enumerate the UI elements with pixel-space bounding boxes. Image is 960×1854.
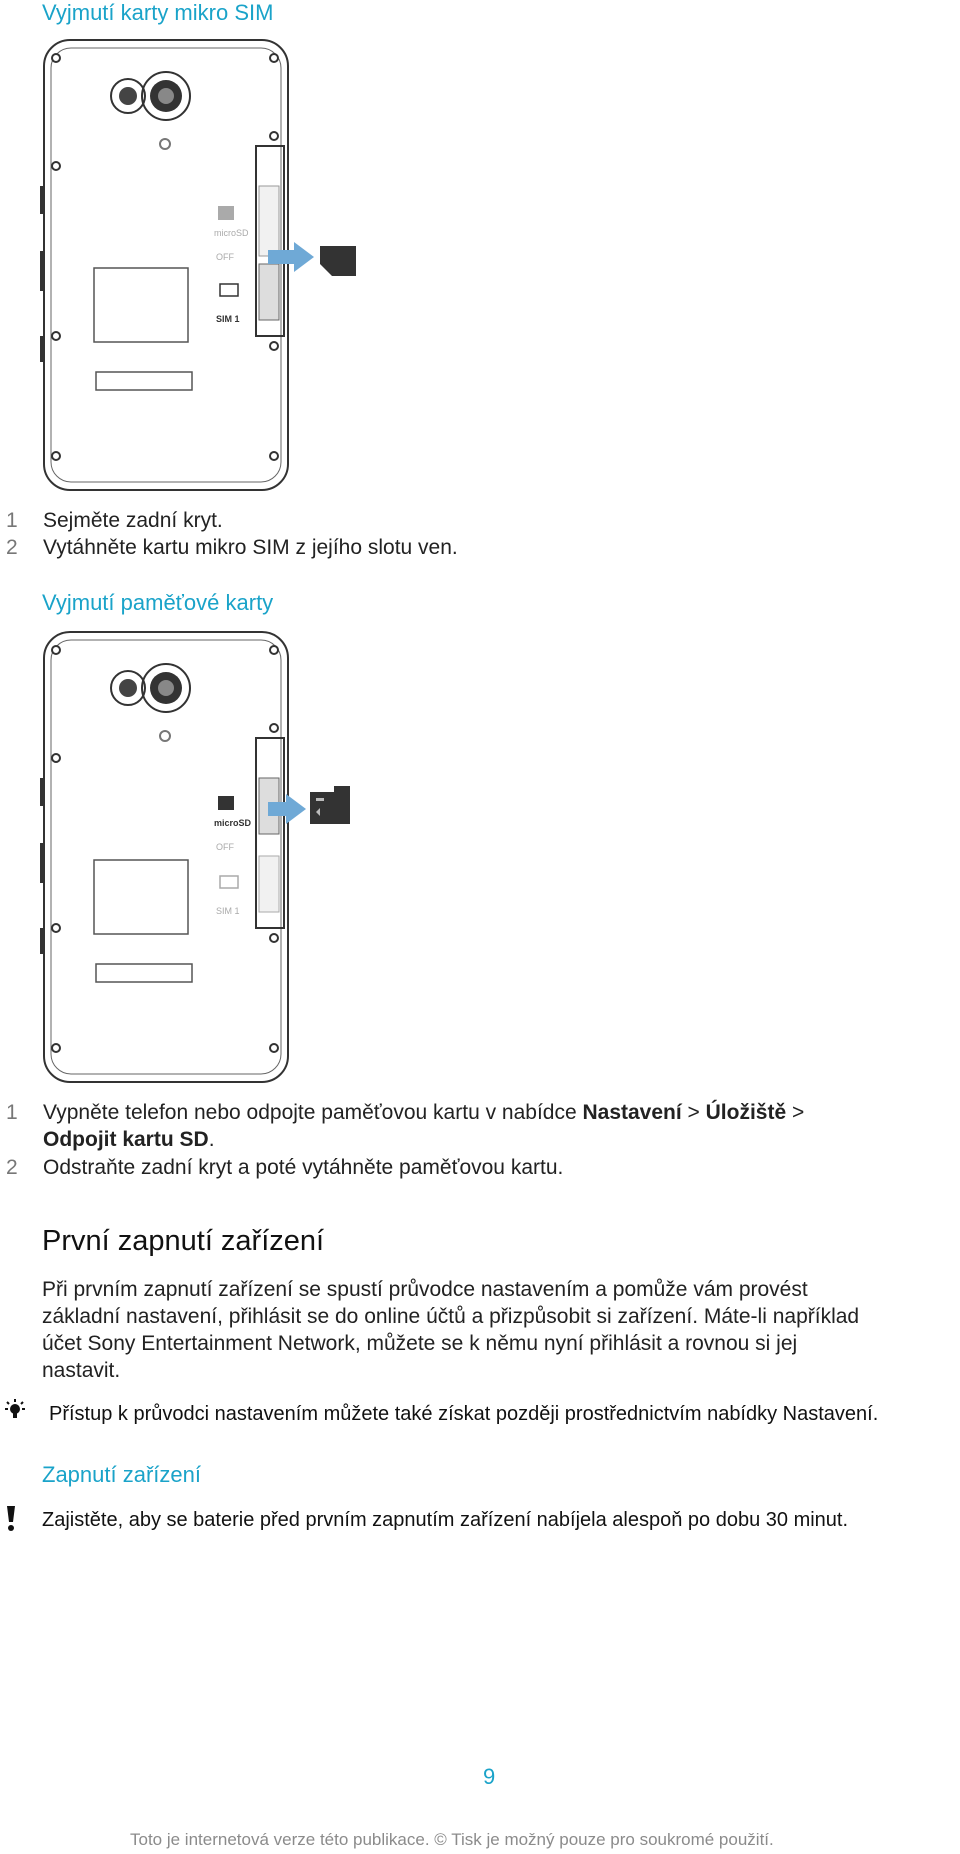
sim-label: SIM 1 bbox=[216, 906, 240, 916]
step-2-pull-sim bbox=[6, 535, 458, 561]
menu-path-settings: Nastavení bbox=[582, 1101, 682, 1124]
section-title-remove-memory-card: Vyjmutí paměťové karty bbox=[42, 590, 274, 615]
menu-path-storage: Úložiště bbox=[705, 1101, 787, 1124]
menu-path-unmount-sd: Odpojit kartu SD bbox=[43, 1128, 209, 1151]
page-title-first-startup: První zapnutí zařízení bbox=[42, 1225, 325, 1257]
microsd-label: microSD bbox=[214, 228, 249, 238]
step-text: Sejměte zadní kryt. bbox=[43, 509, 223, 532]
paragraph-line: nastavit. bbox=[42, 1359, 121, 1382]
warning-text: Zajistěte, aby se baterie před prvním zapnutím zařízení nabíjela alespoň po dobu 30 minut. bbox=[42, 1509, 849, 1531]
tip-text: Přístup k průvodci nastavením můžete také získat později prostřednictvím nabídky Nastavení. bbox=[49, 1403, 879, 1425]
step-1-unmount-card bbox=[6, 1100, 906, 1126]
step-text: Odstraňte zadní kryt a poté vytáhněte paměťovou kartu. bbox=[43, 1156, 564, 1179]
sim-label: SIM 1 bbox=[216, 314, 240, 324]
off-label: OFF bbox=[216, 842, 234, 852]
phone-back-sim-removal-illustration bbox=[38, 36, 388, 496]
page-number: 9 bbox=[483, 1764, 496, 1789]
step-text: Vypněte telefon nebo odpojte paměťovou kartu v nabídce bbox=[43, 1101, 583, 1124]
paragraph-line: základní nastavení, přihlásit se do online účtů a přizpůsobit si zařízení. Máte-li například bbox=[42, 1305, 860, 1328]
intro-paragraph bbox=[42, 1276, 952, 1384]
step-text: Vytáhněte kartu mikro SIM z jejího slotu ven. bbox=[43, 536, 458, 559]
menu-path-separator: > bbox=[681, 1101, 706, 1124]
footer-notice: Toto je internetová verze této publikace. © Tisk je možný pouze pro soukromé použití. bbox=[130, 1830, 774, 1849]
step-number: 1 bbox=[6, 509, 18, 532]
step-number: 2 bbox=[6, 536, 18, 559]
step-number: 1 bbox=[6, 1101, 18, 1124]
off-label: OFF bbox=[216, 252, 234, 262]
paragraph-line: účet Sony Entertainment Network, můžete se k němu nyní přihlásit a rovnou si jej bbox=[42, 1332, 798, 1355]
exclamation-icon bbox=[4, 1504, 18, 1532]
section-title-remove-sim: Vyjmutí karty mikro SIM bbox=[42, 0, 274, 25]
phone-back-memory-card-removal-illustration bbox=[38, 628, 388, 1088]
lightbulb-icon bbox=[2, 1398, 28, 1424]
step-text: . bbox=[208, 1128, 215, 1151]
step-1-continuation bbox=[43, 1127, 215, 1153]
step-1-remove-cover bbox=[6, 508, 223, 534]
step-number: 2 bbox=[6, 1156, 18, 1179]
paragraph-line: Při prvním zapnutí zařízení se spustí průvodce nastavením a pomůže vám provést bbox=[42, 1278, 808, 1301]
step-2-remove-card bbox=[6, 1155, 563, 1181]
menu-path-separator: > bbox=[786, 1101, 805, 1124]
subsection-title-power-on: Zapnutí zařízení bbox=[42, 1462, 201, 1487]
microsd-label: microSD bbox=[214, 818, 252, 828]
